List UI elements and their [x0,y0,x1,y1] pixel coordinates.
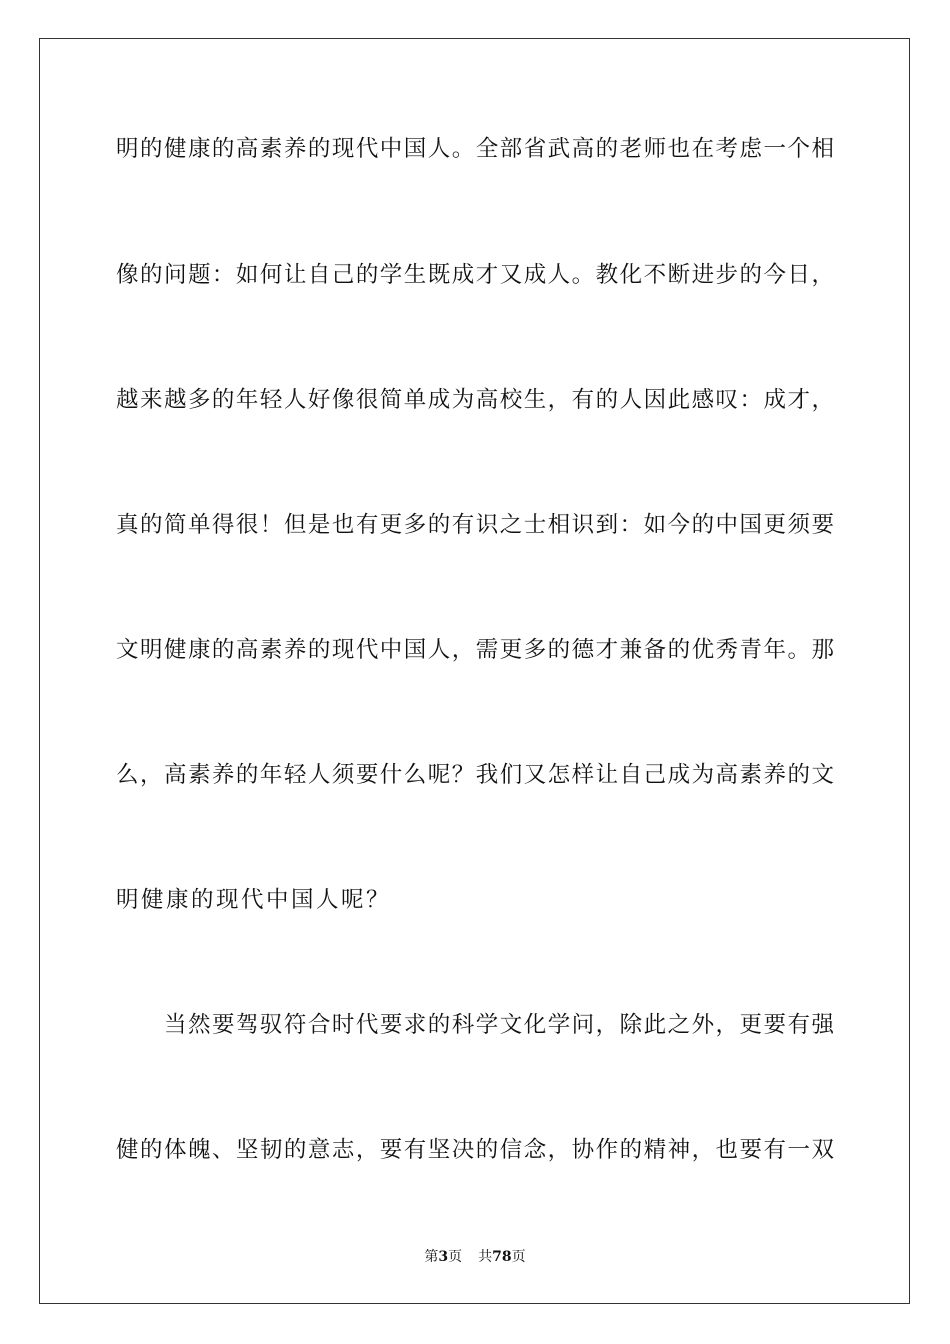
text-line-3: 越来越多的年轻人好像很简单成为高校生，有的人因此感叹：成才， [116,387,834,413]
page-border [39,38,910,1304]
text-line-5: 文明健康的高素养的现代中国人，需更多的德才兼备的优秀青年。那 [116,637,834,663]
text-line-4: 真的简单得很！但是也有更多的有识之士相识到：如今的中国更须要 [116,512,834,538]
text-line-7: 明健康的现代中国人呢？ [116,887,392,913]
footer-total-number: 78 [492,1249,512,1265]
footer-page-suffix: 页 [448,1249,463,1265]
text-line-6: 么，高素养的年轻人须要什么呢？我们又怎样让自己成为高素养的文 [116,762,834,788]
footer-total-prefix: 共 [478,1249,493,1265]
text-line-2: 像的问题：如何让自己的学生既成才又成人。教化不断进步的今日， [116,262,834,288]
text-line-1: 明的健康的高素养的现代中国人。全部省武高的老师也在考虑一个相 [116,136,834,162]
footer-page-number: 3 [438,1249,449,1265]
footer-total-suffix: 页 [511,1249,526,1265]
page-footer [0,1247,950,1267]
footer-page-prefix: 第 [424,1249,439,1265]
text-line-8: 当然要驾驭符合时代要求的科学文化学问，除此之外，更要有强 [164,1012,834,1038]
text-line-9: 健的体魄、坚韧的意志，要有坚决的信念，协作的精神，也要有一双 [116,1137,834,1163]
